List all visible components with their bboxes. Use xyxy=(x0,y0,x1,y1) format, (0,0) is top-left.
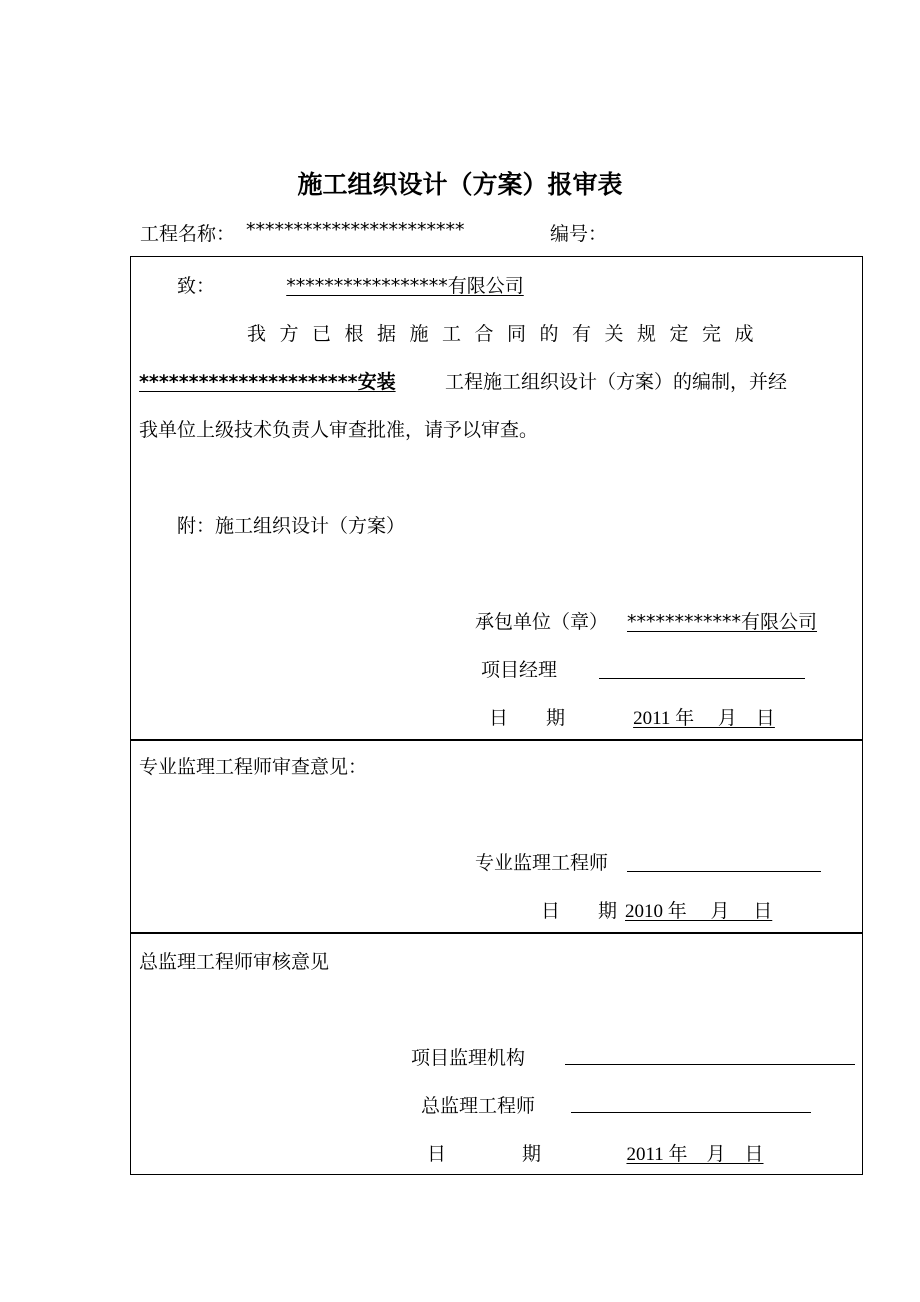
number-label: 编号： xyxy=(550,223,608,245)
engineer-label: 专业监理工程师 xyxy=(475,852,609,874)
chief-review-section xyxy=(130,932,863,1175)
contractor-label: 承包单位（章） xyxy=(475,611,609,633)
chief-signature-line xyxy=(571,1112,811,1113)
manager-label: 项目经理 xyxy=(481,659,558,681)
engineer-review-heading: 专业监理工程师审查意见： xyxy=(139,756,368,778)
date-label: 日 期 xyxy=(489,707,566,729)
chief-review-heading: 总监理工程师审核意见 xyxy=(139,951,330,973)
manager-signature-line xyxy=(599,678,805,679)
org-signature-line xyxy=(565,1064,855,1065)
project-name-label: 工程名称： xyxy=(140,223,236,245)
org-label: 项目监理机构 xyxy=(411,1047,526,1069)
engineer-date-label: 日 期 xyxy=(541,900,618,922)
attachment-text: 附：施工组织设计（方案） xyxy=(177,515,406,537)
engineer-date-value: 2010 年 月 日 xyxy=(625,901,773,922)
contractor-value: ************有限公司 xyxy=(627,611,818,633)
para-line-2: 工程施工组织设计（方案）的编制，并经 xyxy=(445,371,788,393)
engineer-review-section xyxy=(130,739,863,934)
project-name-value: *********************** xyxy=(246,219,465,241)
chief-date-value: 2011 年 月 日 xyxy=(626,1144,764,1165)
submission-section xyxy=(130,256,863,741)
para-line-1: 我方已根据施工合同的有关规定完成 xyxy=(247,323,768,345)
engineer-signature-line xyxy=(627,871,821,872)
to-label: 致： xyxy=(177,275,216,297)
chief-label: 总监理工程师 xyxy=(421,1095,536,1117)
para-project-name: **********************安装 xyxy=(139,371,396,393)
date-value: 2011 年 月 日 xyxy=(633,708,775,729)
para-line-3: 我单位上级技术负责人审查批准，请予以审查。 xyxy=(139,419,539,441)
chief-date-label: 日 期 xyxy=(427,1143,542,1165)
page-title: 施工组织设计（方案）报审表 xyxy=(297,170,623,199)
to-value: *****************有限公司 xyxy=(286,275,524,297)
